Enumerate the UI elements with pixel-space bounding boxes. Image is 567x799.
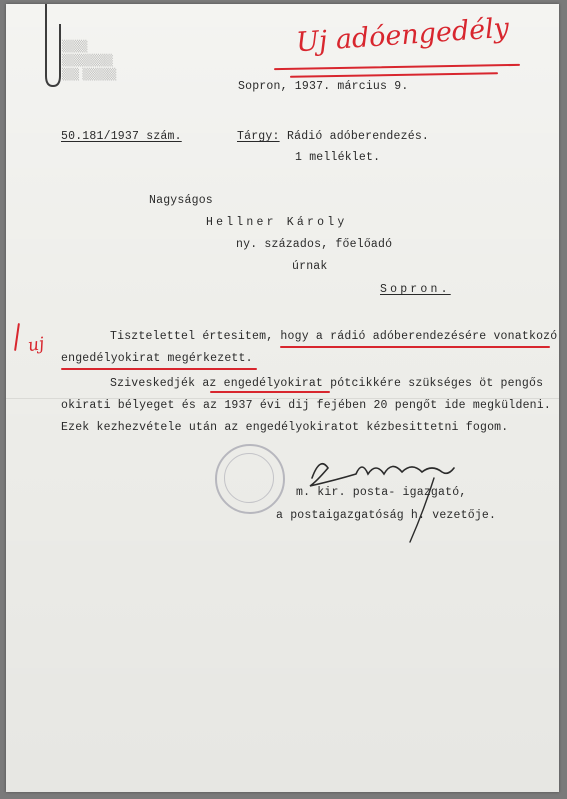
subject-label: Tárgy: [237, 130, 280, 143]
body-underline-1 [280, 346, 550, 348]
body-underline-3 [210, 391, 330, 393]
faded-letterhead: ▒▒▒ ▒▒▒▒▒▒ ▒▒ ▒▒▒▒ [62, 40, 117, 81]
paper-clip-icon [40, 4, 62, 90]
body-line-2: engedélyokirat megérkezett. [61, 352, 253, 365]
subject-text: Rádió adóberendezés. [287, 130, 430, 143]
signatory-title-1: m. kir. posta- igazgató, [296, 486, 467, 499]
signatory-title-2: a postaigazgatóság h. vezetője. [276, 509, 497, 522]
body-line-4: okirati bélyeget és az 1937 évi dij fejében 20 pengőt ide megküldeni. [61, 399, 551, 412]
recipient-city: Sopron. [380, 283, 451, 296]
handwritten-header: Uj adóengedély [295, 12, 510, 59]
body-line-3: Sziveskedjék az engedélyokirat pótcikkére szükséges öt pengős [110, 377, 544, 390]
official-stamp [215, 444, 285, 514]
body-line-1: Tisztelettel értesitem, hogy a rádió adóberendezésére vonatkozó [110, 330, 558, 343]
attachment-note: 1 melléklet. [295, 151, 381, 164]
recipient-address: úrnak [292, 260, 328, 273]
body-line-5: Ezek kezhezvétele után az engedélyokiratot kézbesittetni fogom. [61, 421, 509, 434]
place-date: Sopron, 1937. március 9. [238, 80, 409, 93]
body-underline-2 [61, 368, 257, 370]
reference-number: 50.181/1937 szám. [61, 130, 182, 143]
recipient-name: Hellner Károly [206, 216, 348, 229]
salutation: Nagyságos [149, 194, 213, 207]
margin-note: uj [26, 333, 46, 357]
recipient-title: ny. százados, főelőadó [236, 238, 393, 251]
